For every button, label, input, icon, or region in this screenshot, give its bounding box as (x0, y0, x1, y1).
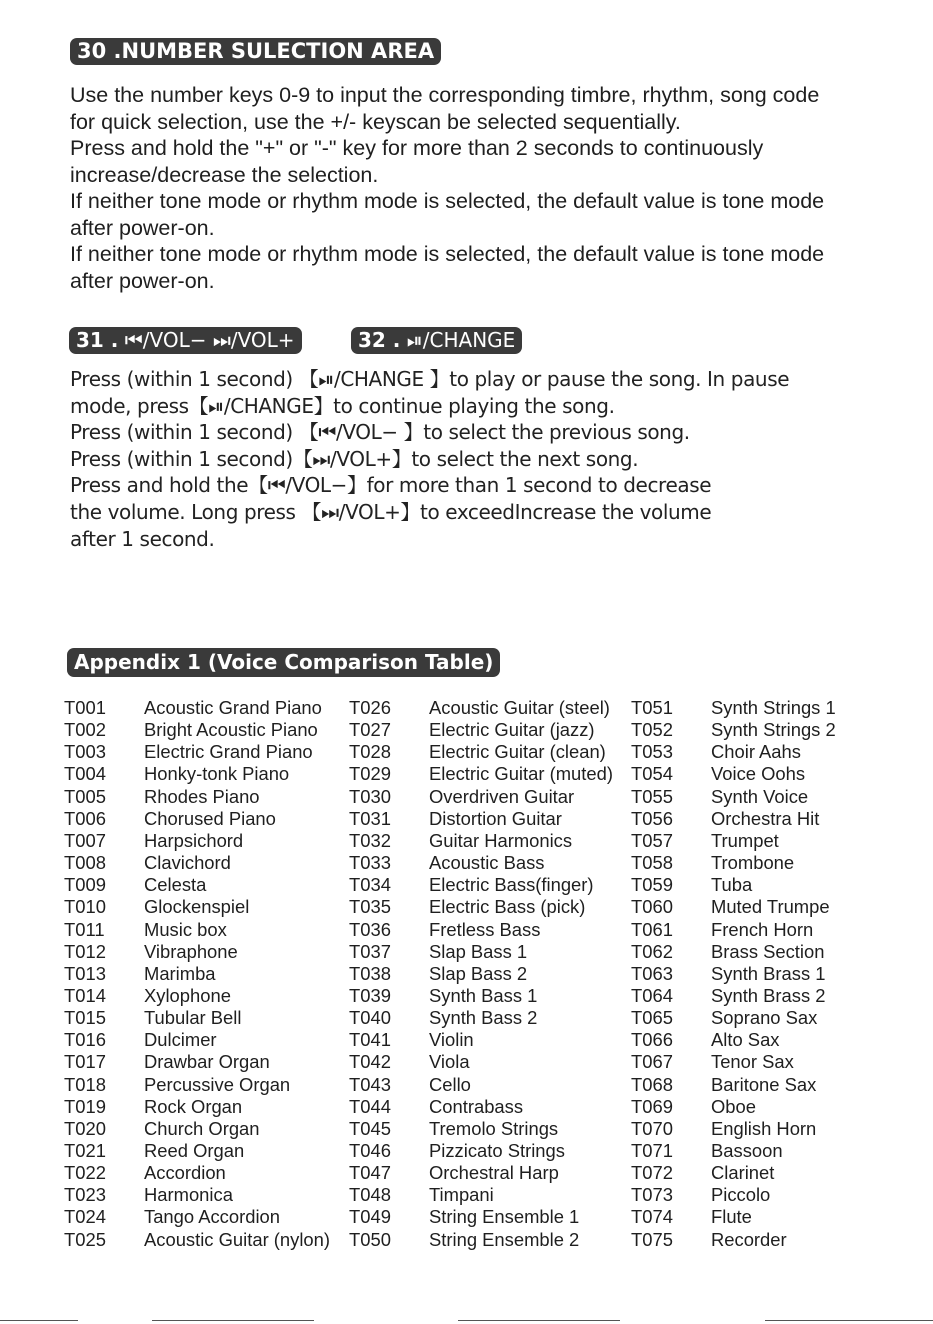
text-line: for quick selection, use the +/- keyscan be selected sequentially. (70, 109, 681, 134)
text-line: Press (within 1 second) 【⏮/VOL− 】to select the previous song. (70, 420, 690, 445)
section-32-number: 32 . (358, 328, 401, 352)
voice-name: English Horn (711, 1117, 817, 1139)
text-line: the volume. Long press 【⏭/VOL+】to exceedIncrease the volume (70, 499, 712, 524)
voice-code: T004 (64, 763, 106, 785)
playback-instructions (70, 366, 900, 552)
voice-code: T043 (349, 1073, 391, 1095)
voice-name: Slap Bass 2 (429, 962, 528, 984)
voice-code: T021 (64, 1140, 106, 1161)
voice-name: Oboe (711, 1095, 756, 1117)
voice-code: T033 (349, 852, 391, 874)
voice-name: Muted Trumpe (711, 896, 830, 918)
voice-code: T037 (349, 940, 391, 962)
voice-code: T046 (349, 1140, 391, 1161)
voice-name: Dulcimer (144, 1029, 217, 1051)
voice-name: Violin (429, 1029, 474, 1051)
voice-code: T024 (64, 1206, 106, 1228)
voice-name: Tubular Bell (144, 1007, 242, 1029)
voice-name: Electric Bass(finger) (429, 874, 594, 896)
text-line: Press and hold the【⏮/VOL−】for more than 1 second to decrease (70, 473, 712, 498)
voice-name: Electric Guitar (muted) (429, 763, 613, 785)
voice-code: T064 (631, 984, 673, 1006)
voice-code: T028 (349, 741, 391, 763)
voice-name: Tango Accordion (144, 1206, 280, 1228)
voice-code: T075 (631, 1228, 673, 1250)
voice-name: Marimba (144, 962, 216, 984)
voice-name: Synth Strings 1 (711, 697, 836, 718)
voice-code: T067 (631, 1051, 673, 1073)
voice-name: French Horn (711, 918, 814, 940)
voice-code: T048 (349, 1184, 391, 1206)
voice-code: T063 (631, 962, 673, 984)
text-line: increase/decrease the selection. (70, 162, 379, 187)
voice-code: T002 (64, 719, 106, 741)
voice-name: Brass Section (711, 940, 825, 962)
voice-name: Synth Bass 1 (429, 984, 538, 1006)
section-32-label: ⏯/CHANGE (406, 328, 516, 352)
text-line: Press (within 1 second) 【⏯/CHANGE 】to play or pause the song. In pause (70, 367, 790, 391)
text-line: after 1 second. (70, 526, 215, 551)
voice-name: Bassoon (711, 1140, 783, 1161)
section-31-heading (69, 327, 302, 354)
voice-name: Xylophone (144, 984, 231, 1006)
text-line: after power-on. (70, 215, 215, 240)
voice-code: T069 (631, 1095, 673, 1117)
voice-code: T045 (349, 1117, 391, 1139)
voice-code: T054 (631, 763, 673, 785)
voice-name: Slap Bass 1 (429, 940, 528, 962)
voice-code: T008 (64, 852, 106, 874)
voice-name: Drawbar Organ (144, 1051, 270, 1073)
voice-code: T035 (349, 896, 391, 918)
voice-code: T044 (349, 1095, 391, 1117)
text-line: If neither tone mode or rhythm mode is selected, the default value is tone mode (70, 189, 825, 213)
voice-name: Acoustic Guitar (steel) (429, 697, 610, 718)
voice-code: T068 (631, 1073, 673, 1095)
voice-name: String Ensemble 1 (429, 1206, 580, 1228)
voice-name: Church Organ (144, 1117, 260, 1139)
voice-code: T052 (631, 719, 673, 741)
voice-name: Tremolo Strings (429, 1117, 559, 1139)
voice-code: T058 (631, 852, 673, 874)
voice-name: Orchestral Harp (429, 1162, 559, 1184)
voice-name: String Ensemble 2 (429, 1228, 580, 1250)
section-31-label: ⏮/VOL− ⏭/VOL+ (124, 328, 295, 352)
voice-code: T009 (64, 874, 106, 896)
voice-name: Rock Organ (144, 1095, 243, 1117)
voice-name: Overdriven Guitar (429, 785, 575, 807)
voice-code: T062 (631, 940, 673, 962)
voice-code: T055 (631, 785, 673, 807)
voice-name: Choir Aahs (711, 741, 801, 763)
voice-name: Alto Sax (711, 1029, 780, 1051)
voice-code: T032 (349, 829, 391, 851)
voice-name: Pizzicato Strings (429, 1140, 565, 1161)
voice-name: Acoustic Grand Piano (144, 697, 322, 718)
voice-name: Synth Brass 2 (711, 984, 826, 1006)
voice-code: T040 (349, 1007, 391, 1029)
voice-name: Recorder (711, 1228, 787, 1250)
voice-code: T050 (349, 1228, 391, 1250)
voice-name: Electric Guitar (clean) (429, 741, 606, 763)
voice-code: T001 (64, 697, 106, 718)
voice-name: Reed Organ (144, 1140, 245, 1161)
voice-name: Tuba (711, 874, 753, 896)
voice-code: T065 (631, 1007, 673, 1029)
voice-code: T041 (349, 1029, 391, 1051)
voice-name: Harpsichord (144, 829, 244, 851)
voice-name: Acoustic Bass (429, 852, 545, 874)
voice-name: Guitar Harmonics (429, 829, 573, 851)
text-line: Press (within 1 second)【⏭/VOL+】to select the next song. (70, 446, 639, 471)
voice-name: Contrabass (429, 1095, 524, 1117)
voice-name: Trombone (711, 852, 795, 874)
voice-code: T056 (631, 807, 673, 829)
voice-name: Tenor Sax (711, 1051, 794, 1073)
text-line: after power-on. (70, 268, 215, 293)
voice-code: T016 (64, 1029, 106, 1051)
voice-name: Rhodes Piano (144, 785, 260, 807)
voice-code: T072 (631, 1162, 673, 1184)
voice-code: T071 (631, 1140, 673, 1161)
voice-code: T010 (64, 896, 106, 918)
voice-code: T005 (64, 785, 106, 807)
voice-code: T015 (64, 1007, 106, 1029)
voice-name: Fretless Bass (429, 918, 541, 940)
voice-code: T042 (349, 1051, 391, 1073)
footer-rule (458, 1320, 620, 1321)
footer-rule (765, 1320, 933, 1321)
voice-name: Vibraphone (144, 940, 238, 962)
voice-code: T025 (64, 1228, 106, 1250)
voice-code: T059 (631, 874, 673, 896)
appendix-heading: Appendix 1 (Voice Comparison Table) (67, 648, 500, 677)
footer-rule (152, 1320, 314, 1321)
voice-name: Synth Strings 2 (711, 719, 836, 741)
voice-code: T047 (349, 1162, 391, 1184)
voice-name: Viola (429, 1051, 470, 1073)
voice-code: T020 (64, 1117, 106, 1139)
voice-code: T073 (631, 1184, 673, 1206)
voice-name: Soprano Sax (711, 1007, 818, 1029)
voice-code: T014 (64, 984, 106, 1006)
voice-name: Flute (711, 1206, 752, 1228)
voice-name: Synth Bass 2 (429, 1007, 538, 1029)
text-line: If neither tone mode or rhythm mode is selected, the default value is tone mode (70, 242, 825, 266)
voice-code: T018 (64, 1073, 106, 1095)
voice-name: Percussive Organ (144, 1073, 291, 1095)
voice-name: Clavichord (144, 852, 231, 874)
voice-code: T027 (349, 719, 391, 741)
voice-name: Honky-tonk Piano (144, 763, 290, 785)
voice-name: Bright Acoustic Piano (144, 719, 318, 741)
voice-code: T038 (349, 962, 391, 984)
voice-code: T003 (64, 741, 106, 763)
voice-name: Music box (144, 918, 227, 940)
voice-name: Acoustic Guitar (nylon) (144, 1228, 331, 1250)
voice-code: T017 (64, 1051, 106, 1073)
voice-name: Glockenspiel (144, 896, 250, 918)
section-31-number: 31 . (76, 328, 119, 352)
voice-name: Synth Brass 1 (711, 962, 826, 984)
voice-code: T007 (64, 829, 106, 851)
voice-code: T006 (64, 807, 106, 829)
voice-name: Orchestra Hit (711, 807, 820, 829)
voice-code: T019 (64, 1095, 106, 1117)
voice-name: Clarinet (711, 1162, 775, 1184)
voice-name: Synth Voice (711, 785, 809, 807)
voice-code: T039 (349, 984, 391, 1006)
voice-code: T031 (349, 807, 391, 829)
voice-code: T057 (631, 829, 673, 851)
voice-code: T013 (64, 962, 106, 984)
voice-name: Electric Bass (pick) (429, 896, 586, 918)
voice-name: Harmonica (144, 1184, 233, 1206)
voice-code: T074 (631, 1206, 673, 1228)
section-30-text (70, 82, 900, 294)
footer-rule (0, 1320, 78, 1321)
voice-name: Cello (429, 1073, 471, 1095)
voice-code: T051 (631, 697, 673, 718)
voice-name: Timpani (429, 1184, 494, 1206)
voice-name: Trumpet (711, 829, 779, 851)
section-32-heading (351, 327, 522, 354)
voice-name: Voice Oohs (711, 763, 806, 785)
voice-code: T030 (349, 785, 391, 807)
text-line: Use the number keys 0-9 to input the corresponding timbre, rhythm, song code (70, 83, 820, 107)
voice-name: Celesta (144, 874, 207, 896)
voice-code: T011 (64, 918, 105, 940)
voice-code: T036 (349, 918, 391, 940)
voice-name: Chorused Piano (144, 807, 276, 829)
voice-code: T022 (64, 1162, 106, 1184)
voice-name: Accordion (144, 1162, 226, 1184)
voice-code: T012 (64, 940, 106, 962)
voice-name: Distortion Guitar (429, 807, 562, 829)
voice-code: T029 (349, 763, 391, 785)
voice-code: T026 (349, 697, 391, 718)
voice-code: T070 (631, 1117, 673, 1139)
voice-code: T023 (64, 1184, 106, 1206)
voice-name: Electric Grand Piano (144, 741, 313, 763)
voice-code: T034 (349, 874, 391, 896)
text-line: mode, press【⏯/CHANGE】to continue playing the song. (70, 393, 615, 418)
voice-code: T060 (631, 896, 673, 918)
voice-name: Piccolo (711, 1184, 771, 1206)
text-line: Press and hold the "+" or "-" key for more than 2 seconds to continuously (70, 136, 764, 160)
voice-code: T049 (349, 1206, 391, 1228)
voice-code: T061 (631, 918, 673, 940)
voice-code: T066 (631, 1029, 673, 1051)
voice-name: Baritone Sax (711, 1073, 817, 1095)
section-30-heading: 30 .NUMBER SULECTION AREA (70, 38, 441, 65)
voice-name: Electric Guitar (jazz) (429, 719, 595, 741)
voice-code: T053 (631, 741, 673, 763)
